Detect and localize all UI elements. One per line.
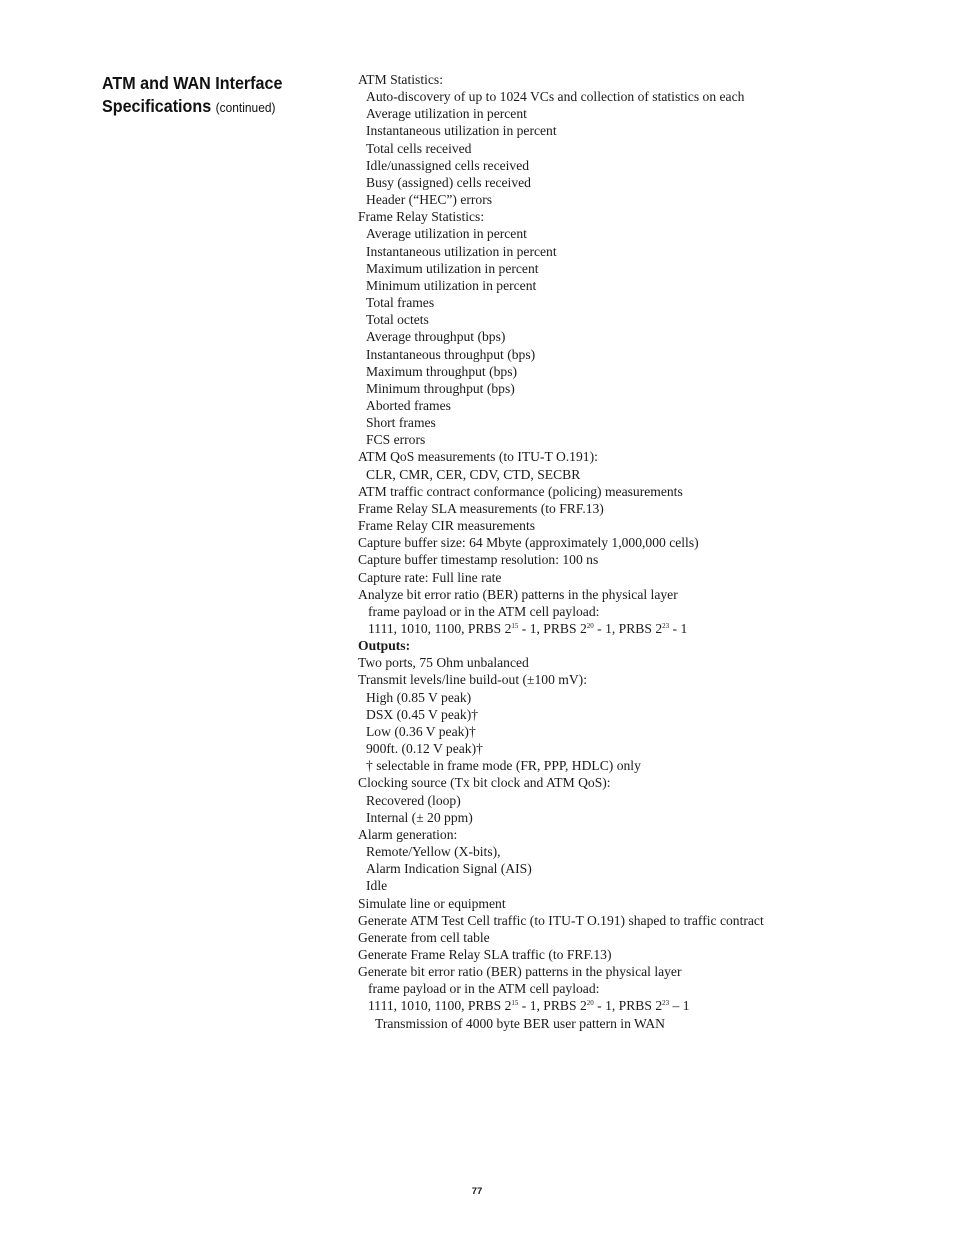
exponent: 15 xyxy=(511,999,519,1008)
spec-line: Simulate line or equipment xyxy=(358,895,506,911)
spec-line: Transmit levels/line build-out (±100 mV): xyxy=(358,672,587,688)
spec-line: Maximum throughput (bps) xyxy=(366,363,518,379)
spec-line: Maximum utilization in percent xyxy=(366,260,539,276)
spec-line: Frame Relay SLA measurements (to FRF.13) xyxy=(358,500,604,516)
spec-line: Clocking source (Tx bit clock and ATM QoS): xyxy=(358,775,611,791)
exponent: 23 xyxy=(662,999,670,1008)
spec-line: Frame Relay Statistics: xyxy=(358,209,485,225)
spec-line: Low (0.36 V peak)† xyxy=(366,723,476,739)
exponent: 23 xyxy=(662,622,670,630)
spec-line: Instantaneous utilization in percent xyxy=(366,123,557,139)
spec-line: Busy (assigned) cells received xyxy=(366,174,531,190)
spec-line: Total cells received xyxy=(366,140,472,156)
spec-line: Minimum throughput (bps) xyxy=(366,380,515,396)
heading-line-1: ATM and WAN Interface xyxy=(102,73,283,93)
exponent: 15 xyxy=(511,622,519,630)
spec-line: Instantaneous utilization in percent xyxy=(366,243,557,259)
spec-line: Average utilization in percent xyxy=(366,226,527,242)
section-heading xyxy=(102,72,323,119)
spec-line: Aborted frames xyxy=(366,397,451,413)
spec-line: Recovered (loop) xyxy=(366,792,461,808)
page-number: 77 xyxy=(471,1186,483,1197)
exponent: 20 xyxy=(586,622,594,630)
spec-line: ATM Statistics: xyxy=(358,72,443,87)
spec-line: Generate bit error ratio (BER) patterns in the physical layer xyxy=(358,964,682,980)
spec-line: Analyze bit error ratio (BER) patterns in the physical layer xyxy=(358,586,678,602)
spec-line: 1111, 1010, 1100, PRBS $2^{15} - 1$, PRBS $2^{20} - 1$, PRBS $2^{23} - 1$ xyxy=(368,621,688,636)
spec-line: Alarm Indication Signal (AIS) xyxy=(366,861,532,877)
spec-line: 1111, 1010, 1100, PRBS $2^{15} - 1$, PRBS $2^{20} - 1$, PRBS $2^{23} - 1$ xyxy=(368,998,690,1014)
spec-line: † selectable in frame mode (FR, PPP, HDLC) only xyxy=(366,758,641,774)
spec-line: DSX (0.45 V peak)† xyxy=(366,706,479,722)
heading-line-2 xyxy=(102,95,323,119)
spec-line: Total frames xyxy=(366,295,435,311)
spec-line: Internal (± 20 ppm) xyxy=(366,809,473,825)
spec-line: ATM traffic contract conformance (policing) measurements xyxy=(358,483,683,499)
spec-line: CLR, CMR, CER, CDV, CTD, SECBR xyxy=(366,466,581,482)
spec-line: Generate Frame Relay SLA traffic (to FRF.13) xyxy=(358,946,612,962)
spec-line: Short frames xyxy=(366,415,436,431)
spec-line: Auto-discovery of up to 1024 VCs and collection of statistics on each xyxy=(366,89,745,105)
spec-line: Instantaneous throughput (bps) xyxy=(366,346,536,362)
spec-line: Total octets xyxy=(366,312,429,328)
spec-line: Minimum utilization in percent xyxy=(366,277,537,293)
heading-continued: (continued) xyxy=(215,100,276,115)
spec-line: Header (“HEC”) errors xyxy=(366,192,493,208)
spec-line: 900ft. (0.12 V peak)† xyxy=(366,741,483,757)
spec-line: Idle xyxy=(366,878,388,894)
spec-line: Capture buffer size: 64 Mbyte (approximately 1,000,000 cells) xyxy=(358,535,699,551)
spec-line: Average throughput (bps) xyxy=(366,329,506,345)
section-label: Outputs: xyxy=(358,638,411,654)
spec-line: Average utilization in percent xyxy=(366,106,527,122)
spec-line: frame payload or in the ATM cell payload: xyxy=(368,603,600,619)
spec-line: Remote/Yellow (X-bits), xyxy=(366,844,501,860)
spec-line: Transmission of 4000 byte BER user pattern in WAN xyxy=(375,1015,665,1031)
spec-line: Generate from cell table xyxy=(358,929,490,945)
spec-line: Alarm generation: xyxy=(358,826,458,842)
spec-line: Two ports, 75 Ohm unbalanced xyxy=(358,655,529,671)
spec-line: Frame Relay CIR measurements xyxy=(358,518,536,534)
spec-line: ATM QoS measurements (to ITU-T O.191): xyxy=(358,449,598,465)
spec-line: Capture buffer timestamp resolution: 100 ns xyxy=(358,552,599,568)
exponent: 20 xyxy=(586,999,594,1008)
heading-title: Specifications xyxy=(102,96,212,116)
spec-line: Idle/unassigned cells received xyxy=(366,157,530,173)
spec-line: FCS errors xyxy=(366,432,426,448)
spec-list xyxy=(358,71,938,1032)
spec-line: Capture rate: Full line rate xyxy=(358,569,502,585)
spec-line: frame payload or in the ATM cell payload: xyxy=(368,981,600,997)
spec-line: Generate ATM Test Cell traffic (to ITU-T O.191) shaped to traffic contract xyxy=(358,912,764,928)
spec-line: High (0.85 V peak) xyxy=(366,689,472,705)
